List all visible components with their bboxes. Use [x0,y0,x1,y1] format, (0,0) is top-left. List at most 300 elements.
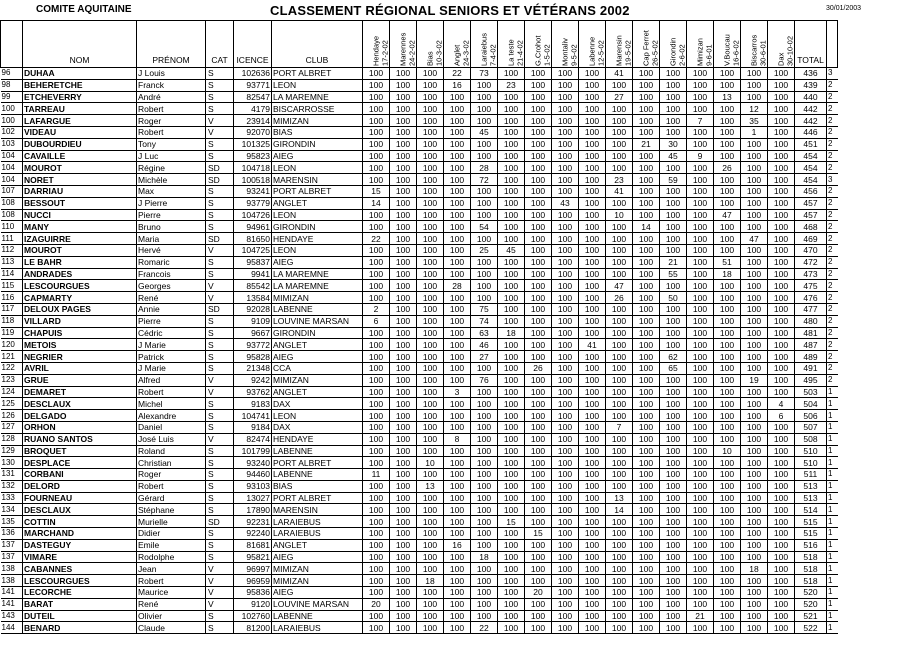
score-cell: 100 [741,551,768,563]
name-cell: CABANNES [23,563,137,575]
event-header: Montaliv 9-5-02 [552,21,579,68]
club-cell: LEON [272,79,363,91]
score-cell: 100 [768,433,795,445]
table-row [1,398,838,410]
name-cell: ETCHEVERRY [23,91,137,103]
score-cell: 100 [525,516,552,528]
extra-cell: 1 [827,398,838,410]
category-cell: S [206,91,234,103]
score-cell: 59 [660,174,687,186]
total-cell: 480 [795,315,827,327]
score-cell: 100 [687,280,714,292]
category-cell: S [206,150,234,162]
club-cell: ANGLET [272,386,363,398]
score-cell: 100 [444,610,471,622]
score-cell: 100 [741,244,768,256]
score-cell: 100 [525,551,552,563]
score-cell: 100 [471,457,498,469]
score-cell: 100 [687,79,714,91]
score-cell: 100 [741,622,768,634]
score-cell: 100 [741,587,768,599]
total-cell: 516 [795,539,827,551]
extra-cell: 2 [827,209,838,221]
table-row [1,539,838,551]
score-cell: 100 [687,126,714,138]
score-cell: 100 [741,351,768,363]
score-cell: 100 [714,421,741,433]
score-cell: 100 [660,327,687,339]
score-cell: 100 [633,79,660,91]
score-cell: 100 [768,480,795,492]
first-name-cell: Robert [137,480,206,492]
score-cell: 100 [714,610,741,622]
score-cell: 100 [660,398,687,410]
first-name-cell: Pierre [137,209,206,221]
name-cell: BEHERETCHE [23,79,137,91]
score-cell: 100 [606,480,633,492]
score-cell: 100 [633,504,660,516]
score-cell: 100 [660,386,687,398]
licence-cell: 82547 [234,91,272,103]
score-cell: 100 [390,622,417,634]
score-cell: 100 [768,469,795,481]
rank-cell: 126 [1,410,23,422]
score-cell: 100 [363,115,390,127]
score-cell: 100 [444,457,471,469]
first-name-cell: Robert [137,126,206,138]
extra-cell: 2 [827,280,838,292]
score-cell: 100 [714,327,741,339]
score-cell: 100 [390,303,417,315]
score-cell: 100 [552,233,579,245]
category-cell: S [206,398,234,410]
first-name-cell: Roger [137,115,206,127]
score-cell: 100 [768,162,795,174]
score-cell: 100 [363,280,390,292]
score-cell: 100 [741,386,768,398]
score-cell: 100 [768,587,795,599]
score-cell: 100 [741,469,768,481]
score-cell: 100 [417,587,444,599]
score-cell: 100 [444,103,471,115]
score-cell: 100 [768,221,795,233]
total-cell: 513 [795,480,827,492]
score-cell: 100 [498,492,525,504]
score-cell: 100 [363,150,390,162]
score-cell: 100 [444,138,471,150]
score-cell: 100 [714,138,741,150]
score-cell: 100 [417,445,444,457]
table-row [1,233,838,245]
score-cell: 100 [498,551,525,563]
cat-header: CAT [206,21,234,68]
score-cell: 100 [363,103,390,115]
score-cell: 100 [552,610,579,622]
score-cell: 100 [687,398,714,410]
table-row [1,421,838,433]
score-cell: 27 [471,351,498,363]
score-cell: 15 [363,185,390,197]
category-cell: S [206,209,234,221]
score-cell: 100 [552,587,579,599]
score-cell: 100 [498,185,525,197]
score-cell: 100 [579,362,606,374]
first-name-cell: Robert [137,103,206,115]
score-cell: 100 [714,233,741,245]
category-cell: S [206,457,234,469]
score-cell: 100 [768,209,795,221]
score-cell: 100 [444,221,471,233]
score-cell: 100 [525,480,552,492]
score-cell: 100 [444,504,471,516]
score-cell: 100 [768,185,795,197]
score-cell: 100 [471,233,498,245]
extra-cell: 1 [827,539,838,551]
score-cell: 100 [390,103,417,115]
table-row [1,410,838,422]
licence-cell: 92028 [234,303,272,315]
score-cell: 100 [741,362,768,374]
score-cell: 100 [417,233,444,245]
table-row [1,292,838,304]
name-cell: DELORD [23,480,137,492]
score-cell: 100 [660,91,687,103]
extra-cell: 2 [827,292,838,304]
table-row [1,351,838,363]
score-cell: 100 [417,622,444,634]
score-cell: 100 [417,551,444,563]
first-name-cell: Annie [137,303,206,315]
score-cell: 45 [660,150,687,162]
club-cell: LOUVINE MARSAN [272,598,363,610]
score-cell: 100 [471,103,498,115]
rank-cell: 98 [1,79,23,91]
event-header: Hendaye 17-2-02 [363,21,390,68]
licence-cell: 93771 [234,79,272,91]
category-cell: V [206,587,234,599]
score-cell: 100 [579,209,606,221]
rank-cell: 123 [1,374,23,386]
score-cell: 100 [768,362,795,374]
score-cell: 18 [714,268,741,280]
score-cell: 100 [417,162,444,174]
club-cell: LEON [272,162,363,174]
score-cell: 27 [606,91,633,103]
name-cell: LE BAHR [23,256,137,268]
score-cell: 100 [741,209,768,221]
score-cell: 100 [444,587,471,599]
score-cell: 100 [633,610,660,622]
event-header: G.Crohot 1-5-02 [525,21,552,68]
score-cell: 100 [417,598,444,610]
score-cell: 30 [660,138,687,150]
score-cell: 100 [498,115,525,127]
score-cell: 100 [417,362,444,374]
licence-cell: 94961 [234,221,272,233]
score-cell: 100 [444,551,471,563]
event-header: Cap Ferret 26-5-02 [633,21,660,68]
score-cell: 100 [552,315,579,327]
rank-cell: 99 [1,91,23,103]
score-cell: 100 [633,174,660,186]
score-cell: 100 [687,598,714,610]
score-cell: 100 [741,410,768,422]
score-cell: 100 [768,280,795,292]
score-cell: 100 [633,622,660,634]
score-cell: 100 [525,221,552,233]
score-cell: 100 [687,233,714,245]
score-cell: 100 [633,197,660,209]
total-cell: 477 [795,303,827,315]
score-cell: 100 [525,457,552,469]
score-cell: 100 [498,197,525,209]
score-cell: 100 [552,339,579,351]
score-cell: 100 [390,362,417,374]
score-cell: 100 [606,516,633,528]
table-row [1,575,838,587]
rank-cell: 104 [1,162,23,174]
score-cell: 100 [552,504,579,516]
score-cell: 100 [768,539,795,551]
score-cell: 100 [417,209,444,221]
score-cell: 100 [633,103,660,115]
name-cell: NEGRIER [23,351,137,363]
first-name-cell: Francois [137,268,206,280]
score-cell: 100 [525,209,552,221]
extra-cell: 2 [827,197,838,209]
score-cell: 100 [552,457,579,469]
score-cell: 100 [687,362,714,374]
first-name-cell: Max [137,185,206,197]
score-cell: 100 [606,115,633,127]
club-cell: BISCARROSSE [272,103,363,115]
category-cell: S [206,539,234,551]
score-cell: 100 [417,528,444,540]
score-cell: 100 [768,386,795,398]
score-cell: 100 [633,528,660,540]
first-name-cell: Robert [137,575,206,587]
category-cell: SD [206,174,234,186]
rank-cell: 132 [1,480,23,492]
extra-cell: 2 [827,256,838,268]
extra-cell: 2 [827,327,838,339]
first-name-cell: Jean [137,563,206,575]
score-cell: 100 [579,587,606,599]
rank-cell: 125 [1,398,23,410]
score-cell: 13 [606,492,633,504]
score-cell: 28 [444,280,471,292]
rank-cell: 100 [1,103,23,115]
score-cell: 100 [525,138,552,150]
score-cell: 100 [498,421,525,433]
score-cell: 100 [633,457,660,469]
club-cell: LA MAREMNE [272,280,363,292]
score-cell: 100 [714,244,741,256]
score-cell: 100 [579,68,606,80]
score-cell: 100 [498,91,525,103]
extra-cell: 1 [827,598,838,610]
score-cell: 100 [714,374,741,386]
table-row [1,551,838,563]
first-name-cell: Régine [137,162,206,174]
total-cell: 518 [795,575,827,587]
score-cell: 100 [768,575,795,587]
score-cell: 100 [525,91,552,103]
score-cell: 100 [390,398,417,410]
score-cell: 100 [687,480,714,492]
score-cell: 100 [498,339,525,351]
score-cell: 100 [633,492,660,504]
first-name-cell: Patrick [137,351,206,363]
score-cell: 100 [471,587,498,599]
event-header: Mimizan 9-6-01 [687,21,714,68]
club-cell: LEON [272,244,363,256]
score-cell: 100 [687,303,714,315]
rank-cell: 137 [1,539,23,551]
score-cell: 23 [606,174,633,186]
score-cell: 100 [768,244,795,256]
score-cell: 100 [498,256,525,268]
first-name-cell: J Pierre [137,197,206,209]
score-cell: 100 [363,362,390,374]
total-cell: 473 [795,268,827,280]
score-cell: 100 [687,374,714,386]
score-cell: 100 [444,421,471,433]
score-cell: 100 [714,433,741,445]
score-cell: 100 [498,410,525,422]
score-cell: 100 [633,339,660,351]
score-cell: 100 [471,480,498,492]
category-cell: SD [206,233,234,245]
score-cell: 100 [363,398,390,410]
score-cell: 100 [552,280,579,292]
score-cell: 100 [552,374,579,386]
score-cell: 100 [552,327,579,339]
total-cell: 468 [795,221,827,233]
score-cell: 100 [471,539,498,551]
table-row [1,162,838,174]
table-row [1,268,838,280]
score-cell: 100 [768,79,795,91]
licence-cell: 96959 [234,575,272,587]
score-cell: 100 [417,492,444,504]
score-cell: 100 [525,280,552,292]
table-row [1,256,838,268]
total-cell: 518 [795,551,827,563]
score-cell: 100 [363,622,390,634]
licence-cell: 101325 [234,138,272,150]
score-cell: 50 [660,292,687,304]
score-cell: 100 [498,209,525,221]
score-cell: 75 [471,303,498,315]
score-cell: 100 [687,138,714,150]
score-cell: 55 [660,268,687,280]
licence-cell: 104718 [234,162,272,174]
club-cell: LA MAREMNE [272,91,363,103]
first-name-cell: Claude [137,622,206,634]
score-cell: 20 [363,598,390,610]
category-cell: S [206,138,234,150]
score-cell: 100 [552,362,579,374]
score-cell: 100 [768,339,795,351]
score-cell: 100 [525,386,552,398]
category-cell: V [206,374,234,386]
category-cell: S [206,504,234,516]
score-cell: 100 [525,610,552,622]
score-cell: 100 [633,280,660,292]
table-row [1,303,838,315]
category-cell: S [206,79,234,91]
first-name-cell: J Marie [137,339,206,351]
name-cell: DARRIAU [23,185,137,197]
score-cell: 100 [660,480,687,492]
table-row [1,103,838,115]
score-cell: 100 [714,480,741,492]
score-cell: 100 [687,469,714,481]
score-cell: 100 [660,68,687,80]
score-cell: 100 [390,221,417,233]
score-cell: 100 [687,162,714,174]
score-cell: 100 [390,598,417,610]
score-cell: 100 [687,292,714,304]
name-cell: DUTEIL [23,610,137,622]
score-cell: 100 [498,398,525,410]
score-cell: 100 [579,622,606,634]
score-cell: 100 [660,126,687,138]
total-cell: 508 [795,433,827,445]
score-cell: 100 [606,445,633,457]
score-cell: 100 [687,622,714,634]
table-row [1,374,838,386]
score-cell: 100 [606,457,633,469]
licence-cell: 17890 [234,504,272,516]
score-cell: 100 [552,480,579,492]
score-cell: 100 [498,103,525,115]
name-cell: DELGADO [23,410,137,422]
score-cell: 100 [552,622,579,634]
score-cell: 14 [633,221,660,233]
score-cell: 100 [714,303,741,315]
score-cell: 100 [390,575,417,587]
score-cell: 100 [714,339,741,351]
club-cell: LABENNE [272,445,363,457]
score-cell: 16 [444,539,471,551]
name-cell: DUHAA [23,68,137,80]
licence-cell: 81650 [234,233,272,245]
score-cell: 100 [552,221,579,233]
score-cell: 100 [552,126,579,138]
score-cell: 100 [417,185,444,197]
extra-cell: 2 [827,233,838,245]
score-cell: 100 [525,351,552,363]
first-name-cell: Roger [137,469,206,481]
category-cell: S [206,445,234,457]
first-name-cell: Alfred [137,374,206,386]
score-cell: 100 [660,410,687,422]
total-cell: 456 [795,185,827,197]
score-cell: 100 [660,610,687,622]
first-name-cell: Didier [137,528,206,540]
score-cell: 100 [417,79,444,91]
score-cell: 100 [606,622,633,634]
score-cell: 100 [363,539,390,551]
rank-cell: 121 [1,351,23,363]
score-cell: 100 [768,126,795,138]
rank-cell: 131 [1,469,23,481]
score-cell: 100 [714,587,741,599]
score-cell: 100 [417,150,444,162]
score-cell: 100 [363,327,390,339]
